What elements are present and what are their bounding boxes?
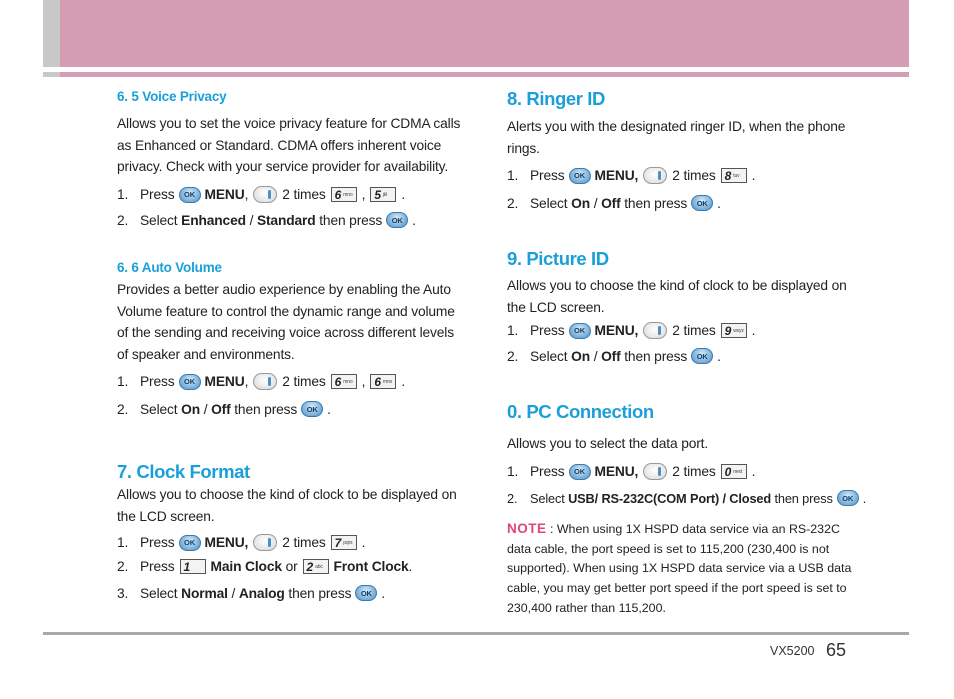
ok-key-icon: OK — [837, 490, 859, 506]
ringer-id-body: Alerts you with the designated ringer ID, when the phone rings. — [507, 119, 846, 156]
footer-rule — [43, 632, 909, 635]
pc-connection-step-1: 1. Press OK MENU, 2 times 0 next . — [507, 464, 756, 479]
nav-key-icon — [253, 534, 277, 551]
clock-format-step-2: 2. Press 1 Main Clock or 2 abc Front Clock . — [117, 559, 413, 574]
auto-volume-heading: 6. 6 Auto Volume — [117, 260, 222, 275]
clock-format-heading: 7. Clock Format — [117, 461, 250, 482]
nav-key-icon — [253, 186, 277, 203]
key-5-icon: 5 jkl — [370, 187, 396, 202]
key-9-icon: 9 wxyz — [721, 323, 747, 338]
ok-key-icon: OK — [179, 374, 201, 390]
ok-key-icon: OK — [179, 187, 201, 203]
key-1-icon: 1 — [180, 559, 206, 574]
ok-key-icon: OK — [691, 195, 713, 211]
nav-key-icon — [643, 463, 667, 480]
ok-key-icon: OK — [691, 348, 713, 364]
ringer-id-heading: 8. Ringer ID — [507, 88, 605, 109]
header-side-bar — [43, 0, 60, 67]
clock-format-step-1: 1. Press OK MENU, 2 times 7 pqrs . — [117, 535, 366, 550]
key-6-icon: 6 mno — [331, 187, 357, 202]
clock-format-step-3: 3. Select Normal / Analog then press OK . — [117, 585, 386, 601]
nav-key-icon — [253, 373, 277, 390]
picture-id-body: Allows you to choose the kind of clock to be displayed on the LCD screen. — [507, 278, 847, 315]
ok-key-icon: OK — [301, 401, 323, 417]
auto-volume-body: Provides a better audio experience by enabling the Auto Volume feature to control the dynamic range and volume of the sending and receiving voice across different levels of speaker and environments. — [117, 282, 455, 362]
ringer-id-step-2: 2. Select On / Off then press OK . — [507, 195, 721, 211]
header-banner — [60, 0, 909, 67]
key-2-icon: 2 abc — [303, 559, 329, 574]
ok-key-icon: OK — [569, 464, 591, 480]
voice-privacy-step-1: 1. Press OK MENU , 2 times 6 mno , 5 jkl . — [117, 187, 406, 202]
picture-id-heading: 9. Picture ID — [507, 248, 609, 269]
page-number: 65 — [826, 640, 847, 660]
pc-connection-step-2: 2. Select USB/ RS-232C(COM Port) / Closed then press OK . — [507, 490, 867, 506]
note-text: : When using 1X HSPD data service via an RS-232C data cable, the port speed is set to 115,200 (230,400 is not supported). When using 1X HSPD data service via a USB data cable, you may get better port speed if the port speed is set to 230,400 rather than 115,200. — [507, 522, 852, 615]
ok-key-icon: OK — [386, 212, 408, 228]
picture-id-step-2: 2. Select On / Off then press OK . — [507, 348, 721, 364]
ok-key-icon: OK — [179, 535, 201, 551]
voice-privacy-heading: 6. 5 Voice Privacy — [117, 89, 227, 104]
model-label: VX5200 — [770, 644, 815, 658]
nav-key-icon — [643, 167, 667, 184]
key-6-icon: 6 mno — [331, 374, 357, 389]
ok-key-icon: OK — [569, 168, 591, 184]
pc-connection-heading: 0. PC Connection — [507, 401, 654, 422]
header-rule — [60, 72, 909, 77]
nav-key-icon — [643, 322, 667, 339]
key-6-icon: 6 mno — [370, 374, 396, 389]
auto-volume-step-1: 1. Press OK MENU , 2 times 6 mno , 6 mno . — [117, 374, 406, 389]
ok-key-icon: OK — [569, 323, 591, 339]
picture-id-step-1: 1. Press OK MENU, 2 times 9 wxyz . — [507, 323, 756, 338]
note-label: NOTE — [507, 521, 547, 536]
auto-volume-step-2: 2. Select On / Off then press OK . — [117, 401, 331, 417]
ringer-id-step-1: 1. Press OK MENU, 2 times 8 tuv . — [507, 168, 756, 183]
clock-format-body: Allows you to choose the kind of clock to be displayed on the LCD screen. — [117, 487, 457, 524]
key-0-icon: 0 next — [721, 464, 747, 479]
voice-privacy-body: Allows you to set the voice privacy feature for CDMA calls as Enhanced or Standard. CDMA offers inherent voice privacy. Check with your service provider for availability. — [117, 116, 461, 174]
key-8-icon: 8 tuv — [721, 168, 747, 183]
ok-key-icon: OK — [355, 585, 377, 601]
key-7-icon: 7 pqrs — [331, 535, 357, 550]
note-block — [507, 519, 857, 619]
pc-connection-body: Allows you to select the data port. — [507, 436, 709, 451]
header-rule-side — [43, 72, 60, 77]
voice-privacy-step-2: 2. Select Enhanced / Standard then press OK . — [117, 212, 416, 228]
